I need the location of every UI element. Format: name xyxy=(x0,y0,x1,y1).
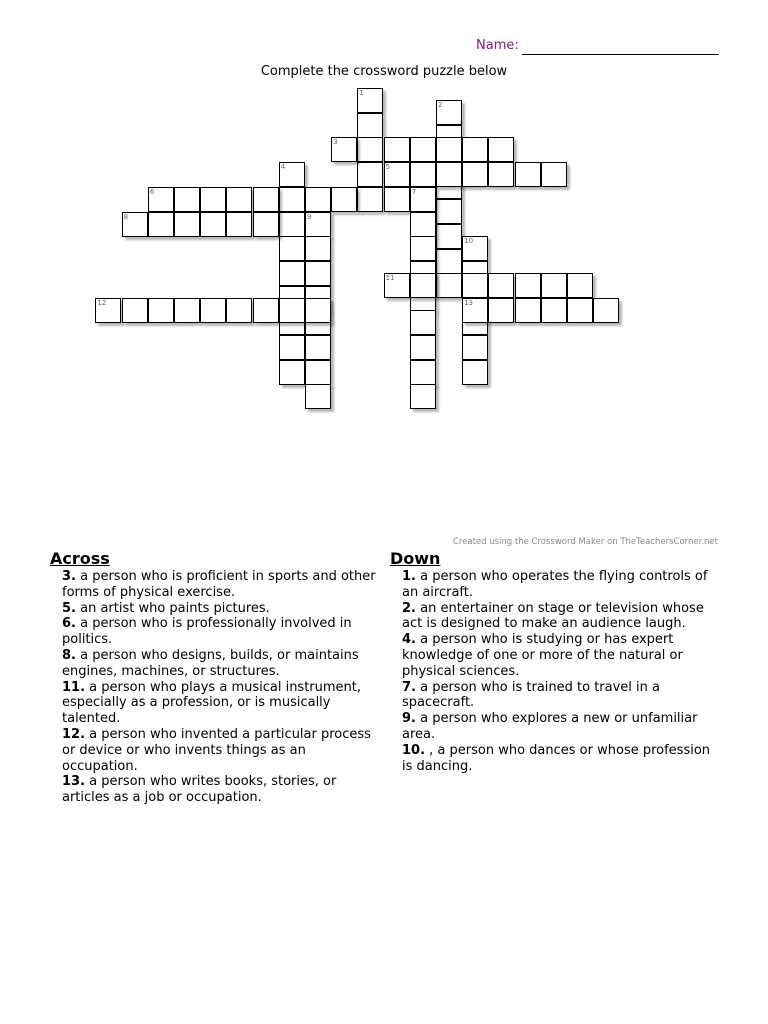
clue-number: 4. xyxy=(402,632,416,648)
crossword-cell[interactable] xyxy=(462,360,488,385)
down-clue xyxy=(390,680,720,712)
crossword-cell[interactable] xyxy=(200,212,226,237)
crossword-cell[interactable] xyxy=(384,162,410,187)
across-clues xyxy=(50,549,380,806)
crossword-cell[interactable] xyxy=(357,88,383,113)
crossword-cell[interactable] xyxy=(226,187,252,212)
crossword-cell[interactable] xyxy=(305,384,331,409)
crossword-cell[interactable] xyxy=(410,137,436,162)
crossword-cell[interactable] xyxy=(462,137,488,162)
crossword-cell[interactable] xyxy=(515,273,541,298)
crossword-cell[interactable] xyxy=(410,335,436,360)
down-clues xyxy=(390,549,720,774)
crossword-cell[interactable] xyxy=(279,360,305,385)
across-clue xyxy=(50,727,380,774)
crossword-cell[interactable] xyxy=(436,273,462,298)
crossword-cell[interactable] xyxy=(436,137,462,162)
across-clue xyxy=(50,616,380,648)
crossword-cell[interactable] xyxy=(410,310,436,335)
crossword-cell[interactable] xyxy=(488,162,514,187)
crossword-cell[interactable] xyxy=(593,298,619,323)
crossword-cell[interactable] xyxy=(357,187,383,212)
cell-number: 8 xyxy=(123,212,129,221)
crossword-cell[interactable] xyxy=(384,137,410,162)
crossword-cell[interactable] xyxy=(200,187,226,212)
crossword-cell[interactable] xyxy=(357,137,383,162)
crossword-cell[interactable] xyxy=(541,273,567,298)
clue-text: a person who is trained to travel in a spacecraft. xyxy=(402,679,661,711)
cell-number: 11 xyxy=(385,274,395,283)
clue-number: 1. xyxy=(402,569,416,584)
clue-text: a person who operates the flying controls of an aircraft. xyxy=(402,569,708,600)
crossword-cell[interactable] xyxy=(279,298,305,323)
crossword-cell[interactable] xyxy=(436,199,462,224)
clue-number: 11. xyxy=(62,679,86,695)
crossword-cell[interactable] xyxy=(279,187,305,212)
cell-number: 3 xyxy=(333,138,338,147)
crossword-cell[interactable] xyxy=(462,236,488,261)
crossword-cell[interactable] xyxy=(226,212,252,237)
down-clue-list xyxy=(390,569,720,774)
crossword-cell[interactable] xyxy=(148,298,174,323)
crossword-cell[interactable] xyxy=(122,298,148,323)
cell-number: 1 xyxy=(359,89,364,97)
cell-number: 13 xyxy=(464,298,474,307)
cell-number: 12 xyxy=(97,298,107,307)
cell-number: 5 xyxy=(385,163,391,172)
across-clue xyxy=(50,648,380,680)
down-clue xyxy=(390,711,720,743)
cell-number: 7 xyxy=(411,187,417,196)
crossword-cell[interactable] xyxy=(305,335,331,360)
crossword-cell[interactable] xyxy=(515,162,541,187)
clue-text: an entertainer on stage or television whose act is designed to make an audience laugh. xyxy=(402,600,704,632)
crossword-cell[interactable] xyxy=(279,335,305,360)
clue-text: a person who invented a particular process or device or who invents things as an occupation. xyxy=(62,726,371,774)
clue-text: , a person who dances or whose profession is dancing. xyxy=(402,742,711,774)
crossword-cell[interactable] xyxy=(279,162,305,187)
crossword-cell[interactable] xyxy=(384,187,410,212)
across-clue xyxy=(50,569,380,601)
crossword-cell[interactable] xyxy=(200,298,226,323)
across-clue-list xyxy=(50,569,380,806)
crossword-cell[interactable] xyxy=(410,212,436,237)
crossword-cell[interactable] xyxy=(462,162,488,187)
clue-text: a person who plays a musical instrument, especially as a profession, or is musically talented. xyxy=(62,679,362,727)
crossword-cell[interactable] xyxy=(410,236,436,261)
clue-number: 9. xyxy=(402,711,416,727)
crossword-cell[interactable] xyxy=(174,212,200,237)
crossword-cell[interactable] xyxy=(253,298,279,323)
clue-number: 13. xyxy=(62,774,86,790)
clue-number: 12. xyxy=(62,726,86,742)
down-heading: Down xyxy=(390,549,441,568)
across-clue xyxy=(50,680,380,727)
across-clue xyxy=(50,774,380,806)
crossword-cell[interactable] xyxy=(462,298,488,323)
crossword-cell[interactable] xyxy=(410,360,436,385)
crossword-cell[interactable] xyxy=(488,273,514,298)
crossword-cell[interactable] xyxy=(253,187,279,212)
cell-number: 9 xyxy=(307,212,312,221)
crossword-cell[interactable] xyxy=(253,212,279,237)
crossword-cell[interactable] xyxy=(357,162,383,187)
clue-number: 3. xyxy=(62,569,76,584)
name-label: Name: xyxy=(476,38,519,53)
clue-number: 5. xyxy=(62,600,76,616)
crossword-cell[interactable] xyxy=(122,212,148,237)
crossword-cell[interactable] xyxy=(488,298,514,323)
crossword-cell[interactable] xyxy=(410,187,436,212)
crossword-cell[interactable] xyxy=(148,212,174,237)
credit-text: Created using the Crossword Maker on TheTeachersCorner.net xyxy=(452,537,718,547)
crossword-cell[interactable] xyxy=(541,298,567,323)
crossword-cell[interactable] xyxy=(462,273,488,298)
clue-number: 8. xyxy=(62,647,76,663)
clue-text: a person who is studying or has expert knowledge of one or more of the natural or physical sciences. xyxy=(402,632,683,679)
crossword-cell[interactable] xyxy=(148,187,174,212)
down-clue xyxy=(390,601,720,633)
crossword-cell[interactable] xyxy=(279,236,305,261)
clue-number: 7. xyxy=(402,679,416,695)
down-clue xyxy=(390,569,720,601)
crossword-cell[interactable] xyxy=(436,162,462,187)
down-clue xyxy=(390,743,720,775)
crossword-cell[interactable] xyxy=(567,298,593,323)
crossword-cell[interactable] xyxy=(305,236,331,261)
cell-number: 2 xyxy=(438,101,443,110)
crossword-cell[interactable] xyxy=(567,273,593,298)
crossword-cell[interactable] xyxy=(436,249,462,274)
across-clue xyxy=(50,601,380,617)
crossword-cell[interactable] xyxy=(331,137,357,162)
crossword-cell[interactable] xyxy=(462,335,488,360)
crossword-cell[interactable] xyxy=(226,298,252,323)
crossword-cell[interactable] xyxy=(410,384,436,409)
crossword-cell[interactable] xyxy=(384,273,410,298)
crossword-cell[interactable] xyxy=(305,187,331,212)
crossword-cell[interactable] xyxy=(279,212,305,237)
crossword-cell[interactable] xyxy=(305,212,331,237)
crossword-cell[interactable] xyxy=(174,298,200,323)
clue-text: a person who writes books, stories, or articles as a job or occupation. xyxy=(62,774,337,806)
crossword-cell[interactable] xyxy=(95,298,121,323)
clue-number: 6. xyxy=(62,616,76,632)
across-heading: Across xyxy=(50,549,110,568)
crossword-cell[interactable] xyxy=(410,273,436,298)
cell-number: 4 xyxy=(280,163,286,172)
crossword-cell[interactable] xyxy=(357,113,383,138)
crossword-cell[interactable] xyxy=(305,298,331,323)
crossword-cell[interactable] xyxy=(488,137,514,162)
crossword-cell[interactable] xyxy=(305,261,331,286)
crossword-cell[interactable] xyxy=(436,224,462,249)
clue-text: an artist who paints pictures. xyxy=(75,600,270,616)
crossword-cell[interactable] xyxy=(515,298,541,323)
crossword-cell[interactable] xyxy=(541,162,567,187)
clue-text: a person who designs, builds, or maintains engines, machines, or structures. xyxy=(62,647,359,679)
cell-number: 10 xyxy=(464,237,474,246)
clue-number: 2. xyxy=(402,600,416,616)
cell-number: 6 xyxy=(149,187,155,196)
crossword-cell[interactable] xyxy=(174,187,200,212)
instructions: Complete the crossword puzzle below xyxy=(260,64,508,79)
clue-text: a person who explores a new or unfamiliar area. xyxy=(402,711,698,742)
clue-text: a person who is professionally involved in politics. xyxy=(62,616,352,648)
clue-number: 10. xyxy=(402,742,426,758)
crossword-cell[interactable] xyxy=(331,187,357,212)
down-clue xyxy=(390,632,720,679)
clue-text: a person who is proficient in sports and other forms of physical exercise. xyxy=(62,569,376,600)
crossword-cell[interactable] xyxy=(436,100,462,125)
crossword-cell[interactable] xyxy=(279,261,305,286)
crossword-cell[interactable] xyxy=(305,360,331,385)
crossword-cell[interactable] xyxy=(410,162,436,187)
